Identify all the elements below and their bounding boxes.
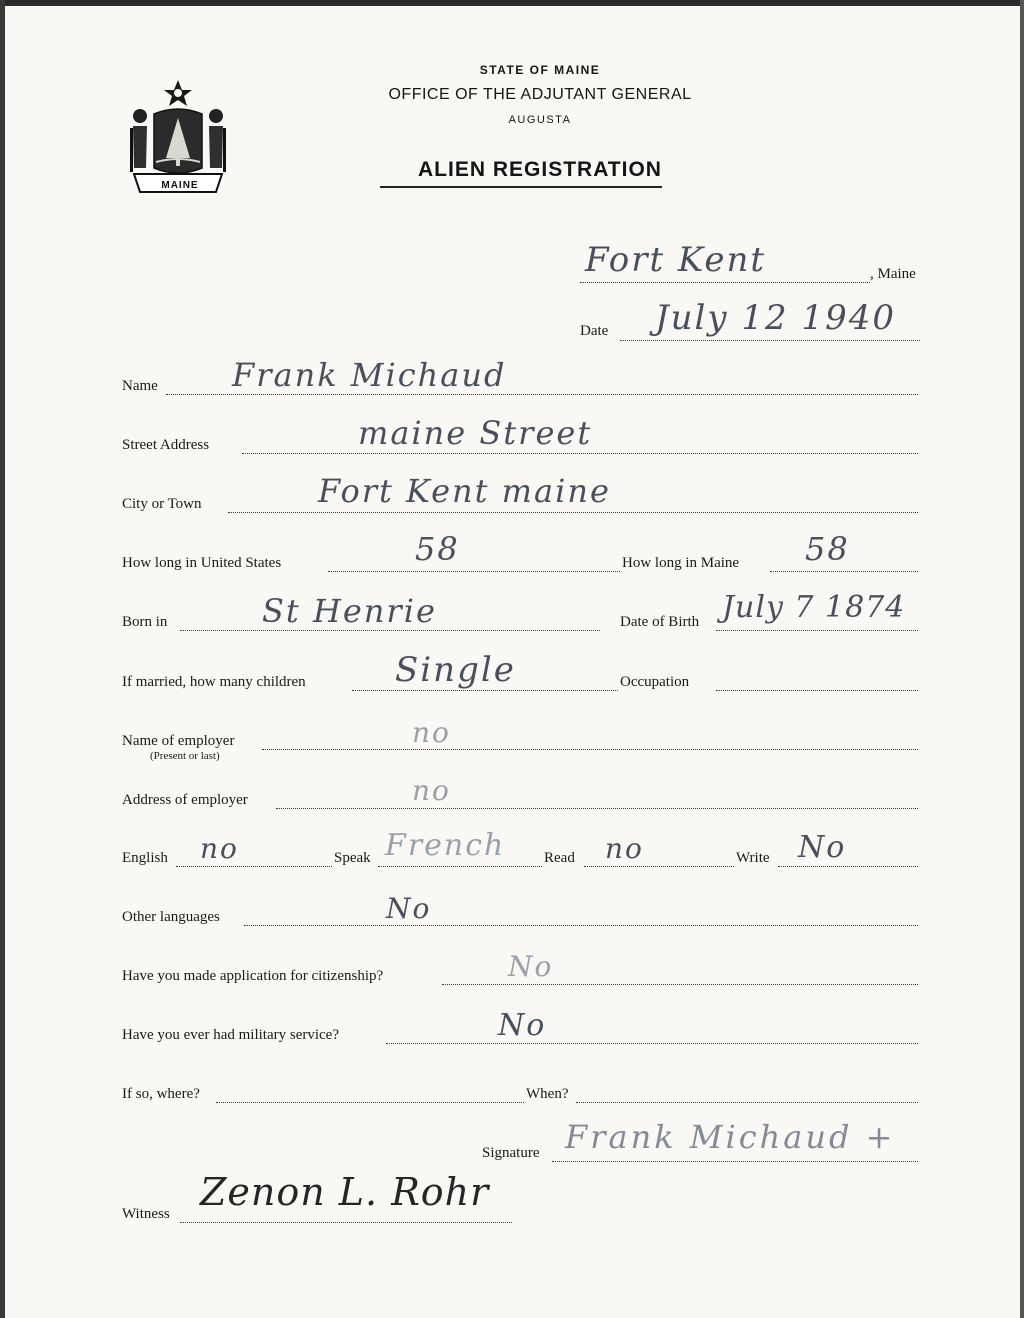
date-value: July 12 1940 (655, 298, 897, 338)
name-value: Frank Michaud (232, 356, 507, 394)
citizenship-line (442, 984, 918, 985)
write-label: Write (736, 850, 770, 866)
maine-duration-value: 58 (805, 530, 850, 568)
occupation-label: Occupation (620, 674, 690, 690)
english-line (176, 866, 332, 867)
other-languages-label: Other languages (122, 909, 220, 925)
write-line (778, 866, 918, 867)
children-line (352, 690, 618, 691)
speak-value: French (385, 828, 506, 863)
speak-line (378, 866, 542, 867)
dob-label: Date of Birth (620, 614, 700, 630)
us-duration-value: 58 (415, 530, 460, 568)
signature-value: Frank Michaud + (565, 1118, 896, 1156)
title-underline (380, 186, 662, 188)
english-label: English (122, 850, 168, 866)
employer-address-label: Address of employer (122, 792, 248, 808)
city-line (228, 512, 918, 513)
when-line (576, 1102, 918, 1103)
dob-value: July 7 1874 (722, 590, 906, 625)
employer-label: Name of employer (122, 733, 235, 749)
witness-line (180, 1222, 512, 1223)
occupation-line (716, 690, 918, 691)
form-title: ALIEN REGISTRATION (418, 158, 662, 181)
dob-line (716, 630, 918, 631)
witness-value: Zenon L. Rohr (200, 1170, 490, 1214)
read-line (584, 866, 734, 867)
signature-line (552, 1161, 918, 1162)
employer-address-value: no (412, 774, 451, 807)
military-line (386, 1043, 918, 1044)
scan-edge-right (1020, 0, 1024, 1318)
street-line (242, 453, 918, 454)
office-heading: OFFICE OF THE ADJUTANT GENERAL (388, 86, 692, 103)
speak-label: Speak (334, 850, 371, 866)
write-value: No (798, 830, 847, 865)
military-label: Have you ever had military service? (122, 1027, 339, 1043)
us-duration-line (328, 571, 620, 572)
maine-duration-line (770, 571, 918, 572)
us-duration-label: How long in United States (122, 555, 282, 571)
military-value: No (498, 1008, 547, 1043)
children-label: If married, how many children (122, 674, 306, 690)
signature-label: Signature (482, 1145, 540, 1161)
location-suffix: , Maine (870, 266, 916, 282)
city-heading: AUGUSTA (508, 114, 572, 126)
date-label: Date (580, 323, 609, 339)
where-line (216, 1102, 524, 1103)
other-languages-value: No (386, 892, 432, 925)
witness-label: Witness (122, 1206, 170, 1222)
citizenship-label: Have you made application for citizenship? (122, 968, 384, 984)
employer-address-line (276, 808, 918, 809)
street-value: maine Street (358, 414, 593, 452)
employer-line (262, 749, 918, 750)
city-label: City or Town (122, 496, 202, 512)
street-label: Street Address (122, 437, 210, 453)
born-in-line (180, 630, 600, 631)
scan-edge-top (0, 0, 1024, 6)
when-label: When? (526, 1086, 569, 1102)
city-value: Fort Kent maine (318, 472, 611, 510)
name-label: Name (122, 378, 158, 394)
employer-sublabel: (Present or last) (150, 750, 220, 762)
name-line (166, 394, 918, 395)
born-in-label: Born in (122, 614, 168, 630)
english-value: no (200, 832, 239, 865)
date-line (620, 340, 920, 341)
state-heading: STATE OF MAINE (479, 63, 601, 77)
born-in-value: St Henrie (262, 592, 437, 630)
location-value: Fort Kent (585, 240, 767, 280)
read-label: Read (544, 850, 575, 866)
scan-edge-left (0, 0, 5, 1318)
location-line (580, 282, 870, 283)
where-label: If so, where? (122, 1086, 200, 1102)
citizenship-value: No (508, 950, 554, 983)
children-value: Single (395, 650, 516, 690)
employer-value: no (412, 716, 451, 749)
other-languages-line (244, 925, 918, 926)
read-value: no (605, 832, 644, 865)
seal-banner-text: MAINE (161, 180, 199, 191)
maine-duration-label: How long in Maine (622, 555, 740, 571)
